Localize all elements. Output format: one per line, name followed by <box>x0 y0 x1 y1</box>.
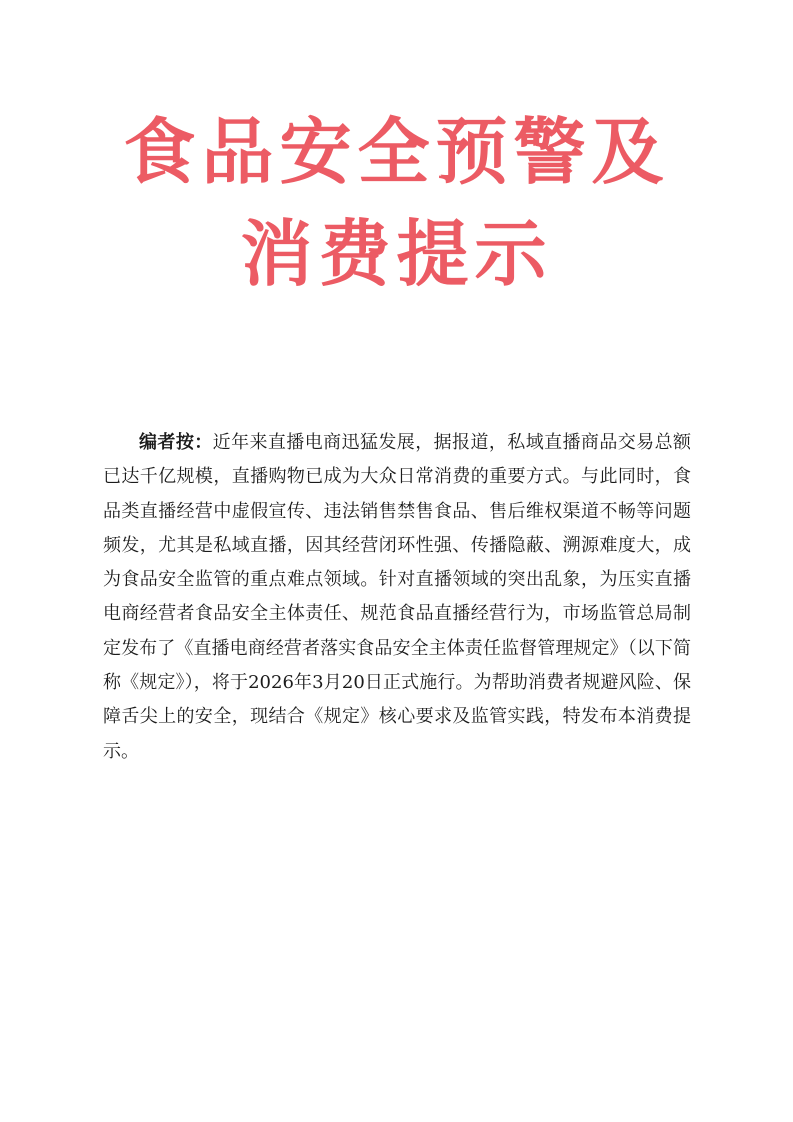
editor-note-paragraph <box>103 426 691 769</box>
document-title <box>0 104 793 302</box>
editor-note-label: 编者按： <box>139 432 213 453</box>
title-line-2: 消费提示 <box>240 211 553 296</box>
title-line-1: 食品安全预警及 <box>123 109 670 194</box>
editor-note-body: 近年来直播电商迅猛发展，据报道，私域直播商品交易总额已达千亿规模，直播购物已成为大众日常消费的重要方式。与此同时，食品类直播经营中虚假宣传、违法销售禁售食品、售后维权渠道不畅等问题频发，尤其是私域直播，因其经营闭环性强、传播隐蔽、溯源难度大，成为食品安全监管的重点难点领域。针对直播领域的突出乱象，为压实直播电商经营者食品安全主体责任、规范食品直播经营行为，市场监管总局制定发布了《直播电商经营者落实食品安全主体责任监督管理规定》（以下简称《规定》），将于2026年3月20日正式施行。为帮助消费者规避风险、保障舌尖上的安全，现结合《规定》核心要求及监管实践，特发布本消费提示。 <box>103 432 691 762</box>
